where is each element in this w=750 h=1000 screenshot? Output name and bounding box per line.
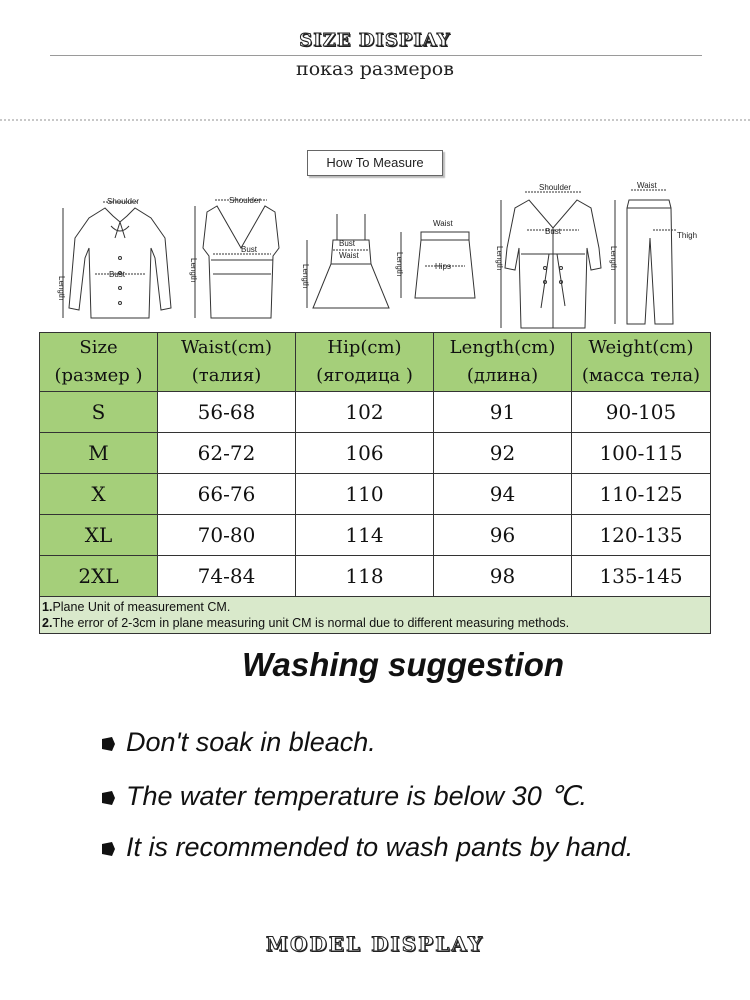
size-display-title: SIZE DISPIAY (299, 30, 451, 51)
washing-item: It is recommended to wash pants by hand. (100, 832, 720, 863)
length-cell: 92 (434, 433, 572, 474)
table-row (40, 433, 711, 474)
fig4-waist-label: Waist (433, 219, 453, 228)
size-display-subtitle: показ размеров (296, 58, 454, 80)
note-2: 2.The error of 2-3cm in plane measuring unit CM is normal due to different measuring methods. (42, 616, 570, 630)
waist-cell: 62-72 (158, 433, 296, 474)
fig2-length-label: Length (189, 258, 198, 283)
trench-coat-figure (501, 192, 601, 328)
header-waist: Waist(cm) (талия) (158, 333, 296, 392)
model-display-title: MODEL DISPLAY (265, 932, 485, 956)
bullet-icon (100, 736, 116, 752)
length-cell: 91 (434, 392, 572, 433)
hip-cell: 110 (296, 474, 434, 515)
fig6-thigh-label: Thigh (677, 231, 698, 240)
weight-cell: 90-105 (572, 392, 711, 433)
fig4-length-label: Length (395, 252, 404, 277)
size-cell: M (40, 433, 158, 474)
measurement-notes (40, 597, 711, 634)
length-cell: 94 (434, 474, 572, 515)
header-hip: Hip(cm) (ягодица ) (296, 333, 434, 392)
measurement-illustrations (45, 178, 710, 330)
waist-cell: 66-76 (158, 474, 296, 515)
fig3-waist-label: Waist (339, 251, 359, 260)
hip-cell: 114 (296, 515, 434, 556)
header-divider (50, 55, 702, 56)
weight-cell: 110-125 (572, 474, 711, 515)
fig1-length-label: Length (57, 276, 66, 301)
table-row (40, 474, 711, 515)
washing-suggestion-title: Washing suggestion (241, 646, 565, 683)
header-size: Size (размер ) (40, 333, 158, 392)
size-cell: 2XL (40, 556, 158, 597)
blouse-figure (63, 202, 171, 318)
fig4-hips-label: Hips (435, 262, 452, 271)
table-header-row (40, 333, 711, 392)
size-cell: XL (40, 515, 158, 556)
fig5-shoulder-label: Shoulder (539, 183, 572, 192)
dotted-divider (0, 119, 750, 121)
weight-cell: 120-135 (572, 515, 711, 556)
table-notes-row (40, 597, 711, 634)
bullet-icon (100, 790, 116, 806)
fig3-bust-label: Bust (339, 239, 356, 248)
size-cell: S (40, 392, 158, 433)
washing-item: Don't soak in bleach. (100, 727, 720, 758)
waist-cell: 74-84 (158, 556, 296, 597)
hip-cell: 118 (296, 556, 434, 597)
hip-cell: 106 (296, 433, 434, 474)
fig5-length-label: Length (495, 246, 504, 271)
note-1: 1.Plane Unit of measurement CM. (42, 600, 231, 614)
header-weight: Weight(cm) (масса тела) (572, 333, 711, 392)
strap-dress-figure (307, 214, 389, 308)
table-row (40, 515, 711, 556)
size-chart-table (39, 332, 711, 634)
hip-cell: 102 (296, 392, 434, 433)
fig1-shoulder-label: Shoulder (107, 197, 140, 206)
fig1-bust-label: Bust (109, 270, 126, 279)
length-cell: 96 (434, 515, 572, 556)
fig6-length-label: Length (609, 246, 618, 271)
fig2-shoulder-label: Shoulder (229, 196, 262, 205)
table-row (40, 392, 711, 433)
weight-cell: 100-115 (572, 433, 711, 474)
size-cell: X (40, 474, 158, 515)
how-to-measure-label: How To Measure (307, 150, 443, 176)
bullet-icon (100, 841, 116, 857)
fig2-bust-label: Bust (241, 245, 258, 254)
fig5-bust-label: Bust (545, 227, 562, 236)
table-row (40, 556, 711, 597)
vneck-top-figure (195, 200, 279, 318)
fig3-length-label: Length (301, 264, 310, 289)
washing-item: The water temperature is below 30 ℃. (100, 781, 720, 812)
fig6-waist-label: Waist (637, 181, 657, 190)
length-cell: 98 (434, 556, 572, 597)
header-length: Length(cm) (длина) (434, 333, 572, 392)
weight-cell: 135-145 (572, 556, 711, 597)
pants-figure (615, 190, 677, 324)
waist-cell: 70-80 (158, 515, 296, 556)
waist-cell: 56-68 (158, 392, 296, 433)
